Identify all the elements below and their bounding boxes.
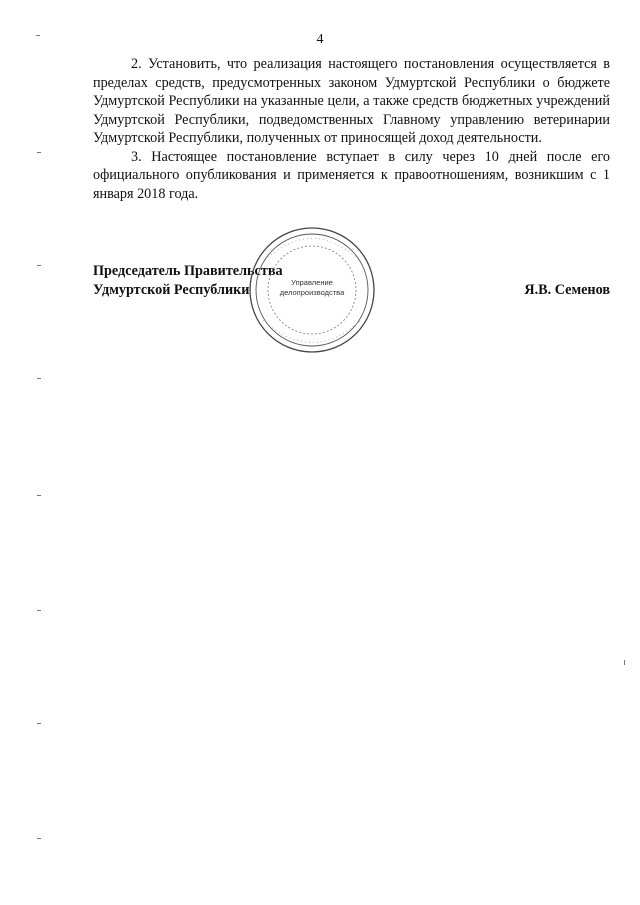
paragraph-2: 2. Установить, что реализация настоящего постановления осуществляется в пределах средств, предусмотренных законом Удмуртской Республики о бюджете Удмуртской Республики на указанные цели, а также средств бюджетных учреждений Удмуртской Республики, подведомственных Главному управлению ветеринарии Удмуртской Республики, полученных от приносящей доход деятельности. xyxy=(93,56,610,146)
scan-mark xyxy=(36,35,40,36)
scan-mark xyxy=(37,838,41,839)
signatory-position-line1: Председатель Правительства xyxy=(93,263,283,279)
document-body xyxy=(93,55,610,203)
scan-mark xyxy=(37,495,41,496)
page-number: 4 xyxy=(316,32,324,47)
scan-mark xyxy=(624,660,625,665)
scan-mark xyxy=(37,152,41,153)
paragraph-3: 3. Настоящее постановление вступает в силу через 10 дней после его официального опубликования и применяется к правоотношениям, возникшим с 1 января 2018 года. xyxy=(93,148,610,202)
stamp-text-line1: Управление xyxy=(291,278,333,287)
scan-mark xyxy=(37,265,41,266)
scan-mark xyxy=(37,610,41,611)
signatory-position-line2: Удмуртской Республики xyxy=(93,281,250,298)
scan-mark xyxy=(37,723,41,724)
scan-mark xyxy=(37,378,41,379)
signatory-name: Я.В. Семенов xyxy=(524,282,610,298)
stamp-seal xyxy=(245,225,380,355)
stamp-text-line2: делопроизводства xyxy=(279,288,345,297)
